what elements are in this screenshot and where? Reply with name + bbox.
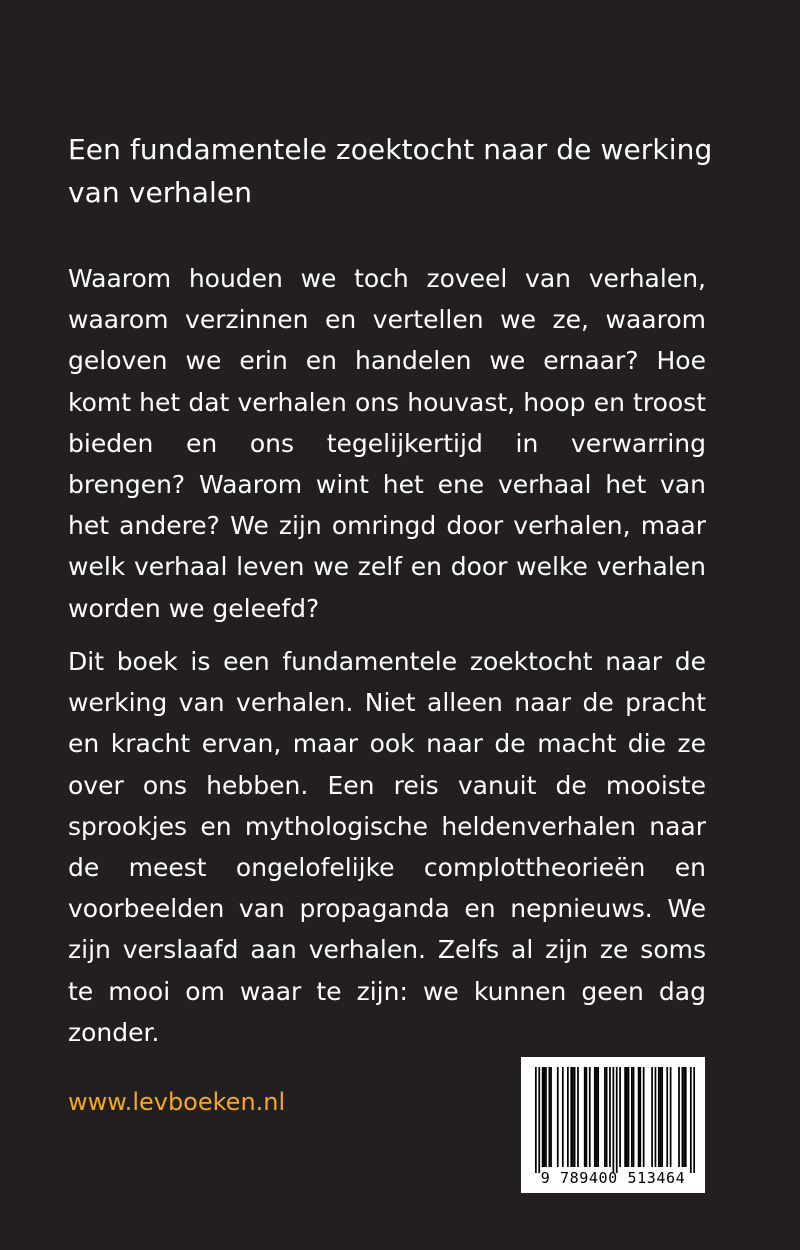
blurb-paragraph-2: Dit boek is een fundamentele zoektocht naar de werking van verhalen. Niet alleen naar de pracht en kracht ervan, maar ook naar de macht die ze over ons hebben. Een reis vanuit de mooiste sprookjes en mythologische heldenverhalen naar de meest ongelofelijke complottheorieën en voorbeelden van propaganda en nepnieuws. We zijn verslaafd aan verhalen. Zelfs al zijn ze soms te mooi om waar te zijn: we kunnen geen dag zonder.: [68, 647, 706, 1047]
barcode-bar: [666, 1067, 668, 1167]
barcode-bars: [535, 1067, 695, 1173]
barcode-bar: [543, 1067, 545, 1167]
barcode-bar: [661, 1067, 663, 1167]
barcode-bar: [619, 1067, 621, 1167]
barcode-bar: [606, 1067, 608, 1167]
barcode-bar: [594, 1067, 596, 1167]
barcode-bar: [678, 1067, 680, 1167]
barcode-bar: [542, 1067, 544, 1167]
isbn-number: 9 789400 513464: [540, 1169, 686, 1187]
barcode-bar: [693, 1067, 695, 1173]
barcode-bar: [643, 1067, 645, 1167]
barcode-bar: [589, 1067, 591, 1167]
barcode-bar: [633, 1067, 635, 1167]
barcode-bar: [584, 1067, 586, 1167]
barcode-bar: [538, 1067, 540, 1173]
barcode-bar: [570, 1067, 572, 1167]
barcode-bar: [690, 1067, 692, 1173]
barcode-bar: [616, 1067, 618, 1173]
barcode-bar: [628, 1067, 630, 1167]
barcode-bar: [557, 1067, 559, 1167]
barcode-bar: [550, 1067, 552, 1167]
barcode-bar: [586, 1067, 588, 1167]
isbn-barcode: [521, 1057, 705, 1193]
barcode-bar: [658, 1067, 660, 1167]
barcode-bar: [562, 1067, 564, 1167]
barcode-bar: [639, 1067, 641, 1167]
barcode-bar: [682, 1067, 684, 1167]
barcode-bar: [535, 1067, 537, 1173]
barcode-bar: [631, 1067, 633, 1167]
cover-headline: Een fundamentele zoektocht naar de werking van verhalen: [68, 133, 713, 209]
barcode-bar: [609, 1067, 611, 1167]
barcode-bar: [624, 1067, 626, 1167]
barcode-bar: [660, 1067, 662, 1167]
barcode-bar: [670, 1067, 672, 1167]
barcode-bar: [548, 1067, 550, 1167]
barcode-bar: [612, 1067, 614, 1173]
blurb-paragraph-1: Waarom houden we toch zoveel van verhalen, waarom verzinnen en vertellen we ze, waarom geloven we erin en handelen we ernaar? Hoe komt het dat verhalen ons houvast, hoop en troost bieden en ons tegelijkertijd in verwarring brengen? Waarom wint het ene verhaal het van het andere? We zijn omringd door verhalen, maar welk verhaal leven we zelf en door welke verhalen worden we geleefd?: [68, 264, 706, 623]
barcode-bar: [638, 1067, 640, 1167]
barcode-bar: [574, 1067, 576, 1167]
barcode-bar: [597, 1067, 599, 1167]
barcode-bar: [572, 1067, 574, 1167]
publisher-website: www.levboeken.nl: [68, 1088, 286, 1116]
barcode-bar: [567, 1067, 569, 1167]
barcode-bar: [596, 1067, 598, 1167]
barcode-bar: [655, 1067, 657, 1167]
barcode-bar: [651, 1067, 653, 1167]
barcode-bar: [683, 1067, 685, 1167]
barcode-bar: [626, 1067, 628, 1167]
barcode-bar: [577, 1067, 579, 1167]
barcode-bar: [545, 1067, 547, 1167]
barcode-bar: [685, 1067, 687, 1167]
barcode-bar: [604, 1067, 606, 1167]
